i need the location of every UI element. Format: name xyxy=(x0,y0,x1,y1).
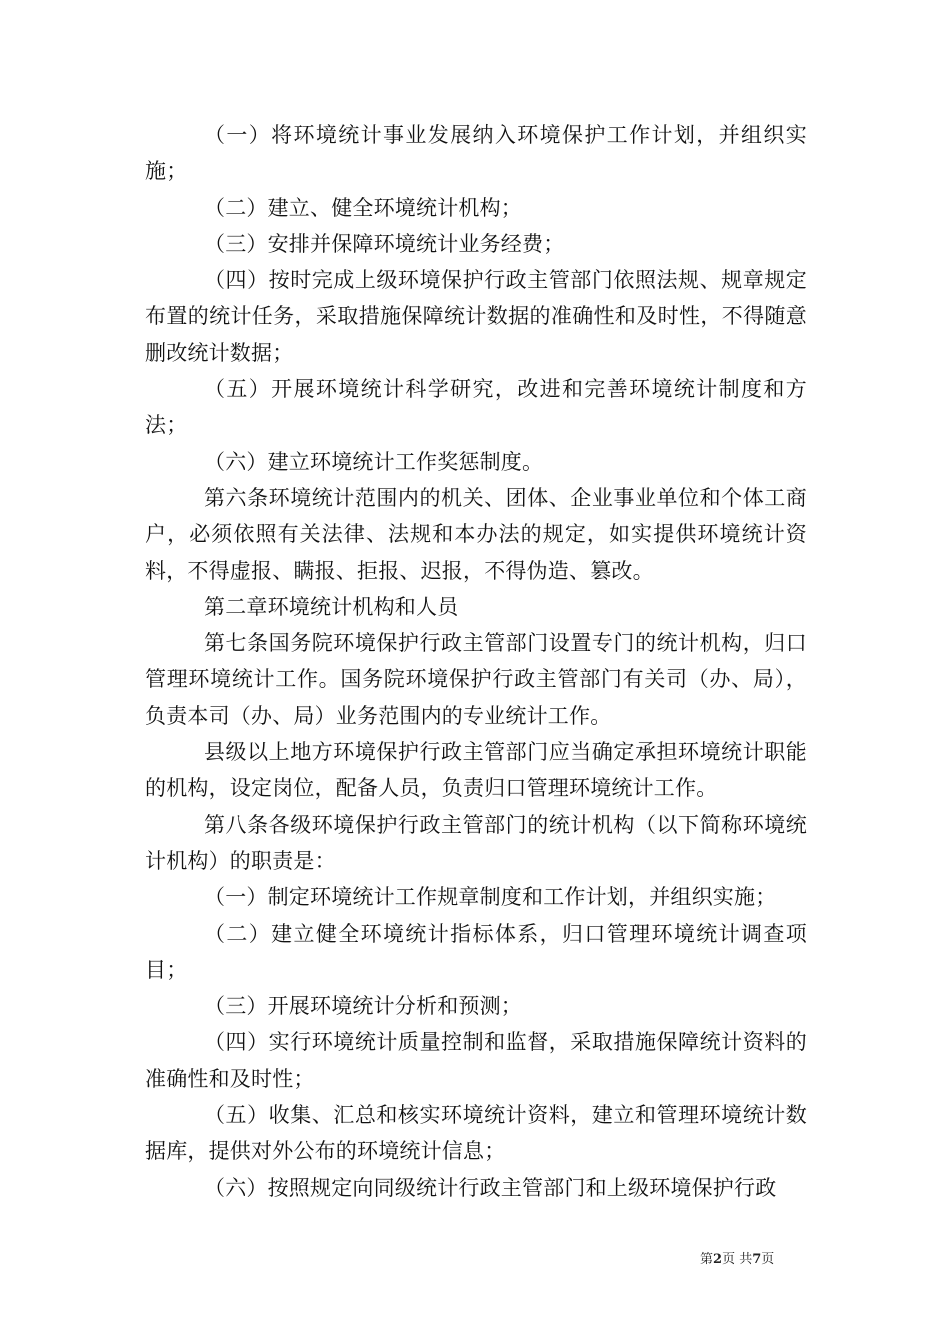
paragraph: （二）建立、健全环境统计机构； xyxy=(204,195,522,220)
paragraph: （一）将环境统计事业发展纳入环境保护工作计划，并组织实施； xyxy=(145,123,807,184)
paragraph: （四）实行环境统计质量控制和监督，采取措施保障统计资料的准确性和及时性； xyxy=(145,1030,807,1091)
footer-suffix: 页 xyxy=(761,1252,775,1267)
total-pages-number: 7 xyxy=(752,1252,762,1267)
paragraph: （六）建立环境统计工作奖惩制度。 xyxy=(204,449,544,474)
paragraph: （二）建立健全环境统计指标体系，归口管理环境统计调查项目； xyxy=(145,921,807,982)
page-footer xyxy=(700,1248,820,1267)
paragraph: （一）制定环境统计工作规章制度和工作计划，并组织实施； xyxy=(204,885,777,910)
paragraph: （五）收集、汇总和核实环境统计资料，建立和管理环境统计数据库，提供对外公布的环境统计信息； xyxy=(145,1103,807,1164)
paragraph: （三）安排并保障环境统计业务经费； xyxy=(204,231,565,256)
paragraph: （五）开展环境统计科学研究，改进和完善环境统计制度和方法； xyxy=(145,377,807,438)
paragraph: （三）开展环境统计分析和预测； xyxy=(204,994,522,1019)
article-paragraph: 第六条环境统计范围内的机关、团体、企业事业单位和个体工商户，必须依照有关法律、法规和本办法的规定，如实提供环境统计资料，不得虚报、瞒报、拒报、迟报，不得伪造、篡改。 xyxy=(145,485,807,583)
chapter-heading: 第二章环境统计机构和人员 xyxy=(204,594,459,619)
paragraph: 县级以上地方环境保护行政主管部门应当确定承担环境统计职能的机构，设定岗位，配备人员，负责归口管理环境统计工作。 xyxy=(145,740,807,801)
article-paragraph: 第七条国务院环境保护行政主管部门设置专门的统计机构，归口管理环境统计工作。国务院环境保护行政主管部门有关司（办、局），负责本司（办、局）业务范围内的专业统计工作。 xyxy=(145,631,807,728)
document-body xyxy=(145,117,807,1206)
paragraph: （六）按照规定向同级统计行政主管部门和上级环境保护行政 xyxy=(204,1175,777,1200)
footer-prefix: 第 xyxy=(700,1252,714,1267)
article-paragraph: 第八条各级环境保护行政主管部门的统计机构（以下简称环境统计机构）的职责是： xyxy=(145,812,807,873)
paragraph: （四）按时完成上级环境保护行政主管部门依照法规、规章规定布置的统计任务，采取措施保障统计数据的准确性和及时性，不得随意删改统计数据； xyxy=(145,268,807,365)
footer-middle: 页 共 xyxy=(722,1252,753,1267)
current-page-number: 2 xyxy=(713,1252,723,1267)
